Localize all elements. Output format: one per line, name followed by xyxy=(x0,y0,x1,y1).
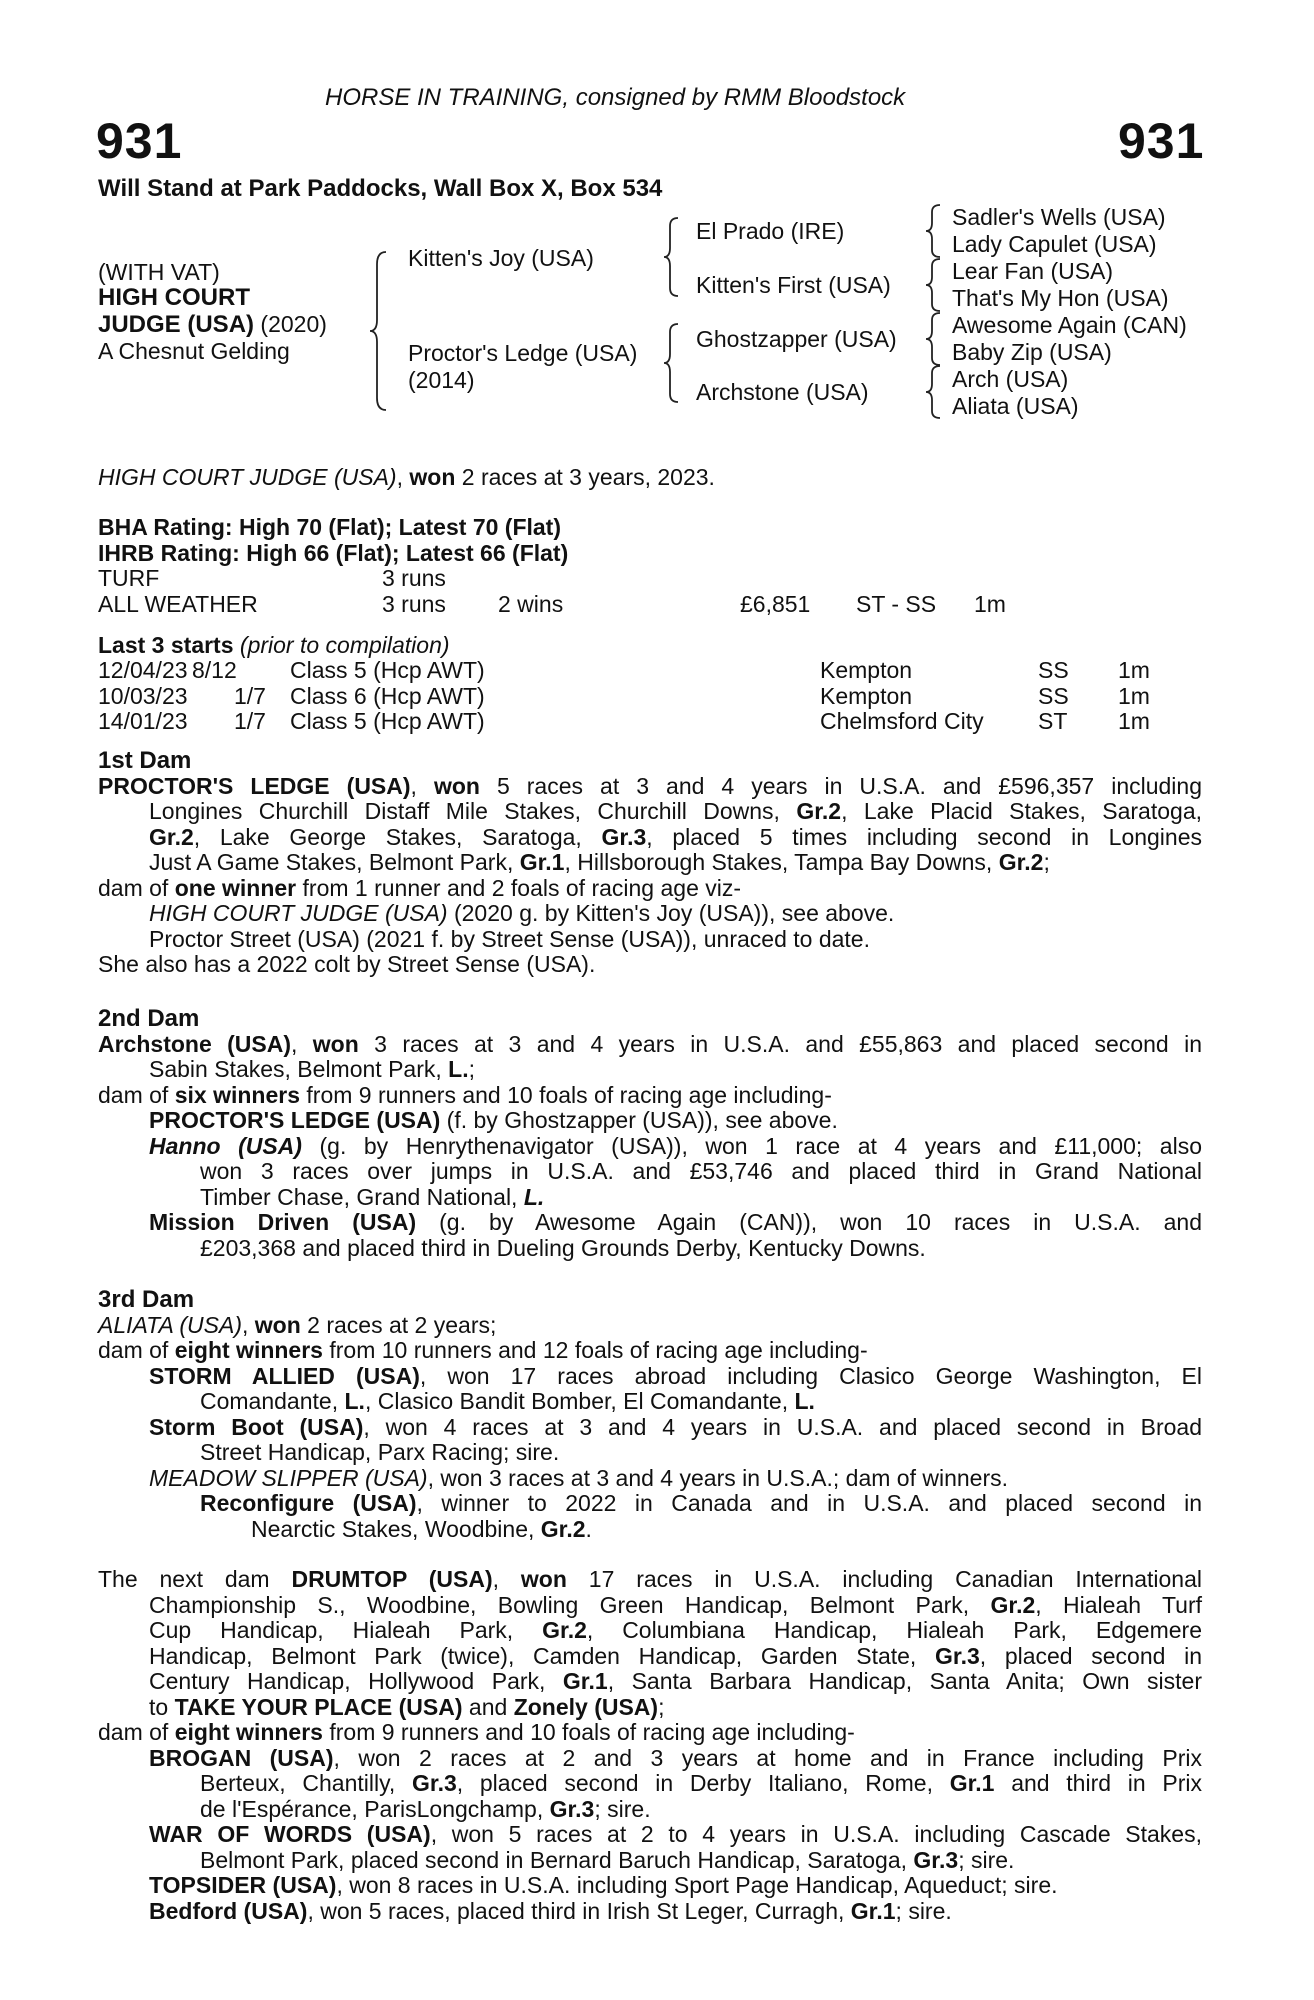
start-class: Class 5 (Hcp AWT) xyxy=(290,657,485,683)
pedigree-brace-g56 xyxy=(924,311,944,367)
summary-text: 2 races at 3 years, 2023. xyxy=(455,464,715,490)
start-class: Class 5 (Hcp AWT) xyxy=(290,708,485,734)
sibling-name: TAKE YOUR PLACE (USA) xyxy=(174,1693,463,1720)
start-distance: 1m xyxy=(1118,682,1150,709)
text-run: 3 races at 3 and 4 years in U.S.A. and £55,863 and placed second in xyxy=(358,1030,1203,1057)
text-line xyxy=(98,850,1202,876)
text-run: from 10 runners and 12 foals of racing age including- xyxy=(322,1337,868,1363)
record-going: ST - SS xyxy=(856,590,937,617)
summary-horse-name: HIGH COURT JUDGE (USA) xyxy=(98,464,397,490)
text-run: dam of xyxy=(98,1719,175,1745)
third-dam-heading: 3rd Dam xyxy=(98,1286,195,1313)
text-line xyxy=(98,1491,1202,1517)
grade-label: Gr.3 xyxy=(601,823,647,850)
listed-label: L. xyxy=(523,1183,545,1210)
text-line xyxy=(98,1669,1202,1695)
progeny-name: WAR OF WORDS (USA) xyxy=(149,1821,431,1847)
text-line xyxy=(98,1108,1202,1134)
text-line xyxy=(98,876,1202,902)
start-class: Class 6 (Hcp AWT) xyxy=(290,682,485,709)
pedigree-g7: Arch (USA) xyxy=(952,366,1069,392)
pedigree-brace-g34 xyxy=(924,257,944,313)
grade-label: Gr.1 xyxy=(519,849,565,875)
text-run: and xyxy=(462,1693,514,1720)
text-run: , winner to 2022 in Canada and in U.S.A. and placed second in xyxy=(416,1490,1202,1516)
text-run: , won 3 races at 3 and 4 years in U.S.A.; dam of winners. xyxy=(427,1464,1008,1491)
text-run: , won 2 races at 2 and 3 years at home and in France including Prix xyxy=(333,1744,1202,1771)
text-run: , Columbiana Handicap, Hialeah Park, Edgemere xyxy=(586,1617,1202,1643)
ihrb-rating: IHRB Rating: High 66 (Flat); Latest 66 (Flat) xyxy=(98,540,569,566)
start-position: 1/7 xyxy=(234,682,266,709)
text-run: , Santa Barbara Handicap, Santa Anita; Own sister xyxy=(607,1668,1203,1694)
text-line xyxy=(98,1567,1202,1593)
grade-label: Gr.3 xyxy=(935,1642,980,1669)
grade-label: Gr.2 xyxy=(796,798,842,824)
first-dam-heading: 1st Dam xyxy=(98,747,192,774)
pedigree-g8: Aliata (USA) xyxy=(952,393,1079,419)
pedigree-brace-main xyxy=(368,250,392,412)
progeny-name: TOPSIDER (USA) xyxy=(149,1872,337,1898)
pedigree-g3: Lear Fan (USA) xyxy=(952,258,1114,284)
text-line xyxy=(98,1338,1202,1364)
text-run: , xyxy=(291,1030,313,1057)
text-line: Proctor Street (USA) (2021 f. by Street Sense (USA)), unraced to date. xyxy=(149,925,870,952)
start-date: 12/04/23 xyxy=(98,657,188,683)
text-line xyxy=(98,1057,1202,1083)
text-run: ; sire. xyxy=(895,1897,952,1924)
text-run: from 9 runners and 10 foals of racing age including- xyxy=(322,1719,855,1745)
grade-label: Gr.1 xyxy=(850,1897,896,1924)
text-line xyxy=(98,1466,1202,1492)
text-line xyxy=(98,1364,1202,1390)
grade-label: Gr.2 xyxy=(149,823,194,850)
text-line xyxy=(98,1134,1202,1160)
pedigree-sire-sire: El Prado (IRE) xyxy=(696,218,845,244)
text-run: , Lake George Stakes, Saratoga, xyxy=(193,823,602,850)
third-dam-section xyxy=(98,1287,1202,1542)
pedigree-g5: Awesome Again (CAN) xyxy=(952,312,1187,338)
text-line xyxy=(98,1618,1202,1644)
listed-label: L. xyxy=(794,1388,815,1414)
text-run: , Hialeah Turf xyxy=(1035,1591,1202,1618)
text-line: She also has a 2022 colt by Street Sense (USA). xyxy=(98,951,596,977)
last-starts-heading xyxy=(98,633,450,659)
text-run: , placed 5 times including second in Longines xyxy=(646,823,1203,850)
pedigree-dam: Proctor's Ledge (USA) xyxy=(408,340,638,366)
last-starts-label: Last 3 starts xyxy=(98,632,234,658)
text-run: , placed second in Derby Italiano, Rome, xyxy=(456,1770,950,1796)
text-run: , xyxy=(242,1311,255,1338)
text-line xyxy=(98,1848,1202,1874)
text-run: de l'Espérance, ParisLongchamp, xyxy=(200,1795,550,1822)
next-dam-section xyxy=(98,1567,1202,1924)
text-line xyxy=(98,1873,1202,1899)
start-course: Kempton xyxy=(820,682,913,709)
winners-count: six winners xyxy=(174,1081,300,1108)
text-run: , won 17 races abroad including Clasico George Washington, El xyxy=(419,1362,1202,1389)
text-run: Nearctic Stakes, Woodbine, xyxy=(251,1515,541,1542)
catalogue-title: HORSE IN TRAINING, consigned by RMM Bloodstock xyxy=(325,84,906,111)
stabling-location: Will Stand at Park Paddocks, Wall Box X, Box 534 xyxy=(98,175,663,202)
first-dam-section xyxy=(98,748,1202,978)
text-run: , Lake Placid Stakes, Saratoga, xyxy=(841,798,1202,824)
text-run: ; xyxy=(658,1693,665,1720)
grade-label: Gr.1 xyxy=(949,1770,995,1796)
text-line xyxy=(98,1720,1202,1746)
second-dam-section xyxy=(98,1006,1202,1261)
start-distance: 1m xyxy=(1118,657,1150,683)
text-line xyxy=(98,1899,1202,1925)
won-label: won xyxy=(312,1030,359,1057)
record-runs: 3 runs xyxy=(382,590,446,617)
listed-label: L. xyxy=(448,1056,469,1082)
grade-label: Gr.3 xyxy=(549,1795,595,1822)
grade-label: Gr.2 xyxy=(542,1617,587,1643)
text-run: ; xyxy=(1043,849,1050,875)
second-dam-heading: 2nd Dam xyxy=(98,1005,200,1032)
text-run: ; sire. xyxy=(958,1846,1015,1873)
text-run: , placed second in xyxy=(979,1642,1203,1669)
progeny-name: Bedford (USA) xyxy=(149,1897,308,1924)
record-distance: 1m xyxy=(974,590,1006,617)
text-line xyxy=(98,1771,1202,1797)
horse-name-line1: HIGH COURT xyxy=(98,284,250,311)
pedigree-g4: That's My Hon (USA) xyxy=(952,285,1169,311)
start-going: ST xyxy=(1038,708,1068,734)
text-run: (g. by Awesome Again (CAN)), won 10 races in U.S.A. and xyxy=(416,1209,1202,1235)
pedigree-brace-sire xyxy=(662,216,682,298)
pedigree-sire-dam: Kitten's First (USA) xyxy=(696,272,891,298)
text-line xyxy=(98,1593,1202,1619)
text-run: dam of xyxy=(98,874,175,901)
text-line xyxy=(98,1210,1202,1236)
start-course: Chelmsford City xyxy=(820,708,984,734)
listed-label: L. xyxy=(344,1388,365,1414)
text-run: Sabin Stakes, Belmont Park, xyxy=(149,1056,449,1082)
text-line: £203,368 and placed third in Dueling Grounds Derby, Kentucky Downs. xyxy=(200,1234,926,1261)
pedigree-g6: Baby Zip (USA) xyxy=(952,339,1112,365)
grade-label: Gr.3 xyxy=(412,1770,457,1796)
grade-label: Gr.2 xyxy=(990,1591,1036,1618)
progeny-name: MEADOW SLIPPER (USA) xyxy=(149,1464,428,1491)
text-run: 17 races in U.S.A. including Canadian International xyxy=(566,1566,1202,1592)
dam-name: DRUMTOP (USA) xyxy=(291,1566,493,1592)
text-run: ; xyxy=(468,1056,475,1082)
won-label: won xyxy=(520,1566,567,1592)
grade-label: Gr.1 xyxy=(562,1668,608,1694)
start-position: 8/12 xyxy=(192,657,237,683)
text-line xyxy=(98,1389,1202,1415)
horse-year: (2020) xyxy=(260,311,327,337)
dam-name: PROCTOR'S LEDGE (USA) xyxy=(98,772,411,799)
lot-number-right: 931 xyxy=(1118,113,1205,169)
text-run: dam of xyxy=(98,1081,175,1108)
lot-number-left: 931 xyxy=(96,113,183,169)
text-line xyxy=(98,1797,1202,1823)
text-run: , won 8 races in U.S.A. including Sport Page Handicap, Aqueduct; sire. xyxy=(336,1872,1058,1898)
progeny-name: Storm Boot (USA) xyxy=(149,1413,364,1440)
text-run: to xyxy=(149,1693,175,1720)
start-going: SS xyxy=(1038,682,1069,709)
progeny-name: BROGAN (USA) xyxy=(149,1744,334,1771)
text-run: Belmont Park, placed second in Bernard Baruch Handicap, Saratoga, xyxy=(200,1846,914,1873)
text-line xyxy=(98,1644,1202,1670)
horse-name-line2: JUDGE (USA) xyxy=(98,311,255,338)
record-wins: 2 wins xyxy=(498,590,564,617)
progeny-name: STORM ALLIED (USA) xyxy=(149,1362,420,1389)
horse-description: A Chesnut Gelding xyxy=(98,338,290,364)
progeny-name: Reconfigure (USA) xyxy=(200,1490,417,1516)
start-going: SS xyxy=(1038,657,1069,683)
text-line xyxy=(98,1746,1202,1772)
text-run: (2020 g. by Kitten's Joy (USA)), see above. xyxy=(447,900,895,926)
horse-name-line2-wrap xyxy=(98,312,327,338)
dam-name: Archstone (USA) xyxy=(98,1030,292,1057)
bha-rating: BHA Rating: High 70 (Flat); Latest 70 (Flat) xyxy=(98,514,561,540)
winners-count: one winner xyxy=(174,874,297,901)
pedigree-brace-g12 xyxy=(924,203,944,259)
text-run: from 9 runners and 10 foals of racing age including- xyxy=(300,1081,832,1108)
text-line xyxy=(98,1185,1202,1211)
text-run: , won 5 races, placed third in Irish St Leger, Curragh, xyxy=(307,1897,851,1924)
text-line: Street Handicap, Parx Racing; sire. xyxy=(200,1439,560,1465)
text-run: Century Handicap, Hollywood Park, xyxy=(149,1668,563,1694)
text-run: Cup Handicap, Hialeah Park, xyxy=(149,1617,543,1643)
grade-label: Gr.2 xyxy=(998,849,1044,875)
record-runs: 3 runs xyxy=(382,565,446,591)
text-line xyxy=(98,799,1202,825)
record-prize: £6,851 xyxy=(740,590,811,617)
text-run: (g. by Henrythenavigator (USA)), won 1 race at 4 years and £11,000; also xyxy=(301,1132,1202,1159)
start-date: 10/03/23 xyxy=(98,682,188,709)
text-line xyxy=(98,1822,1202,1848)
progeny-name: PROCTOR'S LEDGE (USA) xyxy=(149,1107,441,1133)
start-date: 14/01/23 xyxy=(98,708,188,734)
text-run: Berteux, Chantilly, xyxy=(200,1770,412,1796)
text-line: PROCTOR'S LEDGE (USA), won 5 races at 3 and 4 years in U.S.A. and £596,357 including xyxy=(98,772,1202,799)
record-surface: ALL WEATHER xyxy=(98,590,258,617)
pedigree-dam-dam: Archstone (USA) xyxy=(696,379,869,405)
text-run: , xyxy=(492,1566,521,1592)
pedigree-dam-year: (2014) xyxy=(408,367,475,393)
text-run: 2 races at 2 years; xyxy=(300,1311,497,1338)
text-run: , Clasico Bandit Bomber, El Comandante, xyxy=(364,1388,795,1414)
pedigree-sire: Kitten's Joy (USA) xyxy=(408,245,594,271)
text-run: (f. by Ghostzapper (USA)), see above. xyxy=(440,1107,838,1133)
text-run: Timber Chase, Grand National, xyxy=(200,1183,524,1210)
progeny-name: HIGH COURT JUDGE (USA) xyxy=(149,900,448,926)
sibling-name: Zonely (USA) xyxy=(513,1693,659,1720)
text-run: 5 races at 3 and 4 years in U.S.A. and £596,357 including xyxy=(479,772,1202,799)
text-run: . xyxy=(585,1515,592,1542)
text-run: Championship S., Woodbine, Bowling Green Handicap, Belmont Park, xyxy=(149,1591,991,1618)
text-line xyxy=(98,1517,1202,1543)
winners-count: eight winners xyxy=(174,1719,323,1745)
pedigree-dam-sire: Ghostzapper (USA) xyxy=(696,326,897,352)
vat-note: (WITH VAT) xyxy=(98,259,220,285)
grade-label: Gr.3 xyxy=(913,1846,959,1873)
text-run: Comandante, xyxy=(200,1388,345,1414)
text-run: dam of xyxy=(98,1337,175,1363)
record-surface: TURF xyxy=(98,565,160,591)
pedigree-g2: Lady Capulet (USA) xyxy=(952,231,1157,257)
text-line xyxy=(98,825,1202,851)
summary-won: won xyxy=(409,464,456,490)
text-run: from 1 runner and 2 foals of racing age viz- xyxy=(296,874,742,901)
won-label: won xyxy=(433,772,480,799)
text-line xyxy=(98,1313,1202,1339)
progeny-name: Mission Driven (USA) xyxy=(149,1209,417,1235)
last-starts-note: (prior to compilation) xyxy=(233,632,450,658)
pedigree-g1: Sadler's Wells (USA) xyxy=(952,204,1166,230)
text-line xyxy=(98,1032,1202,1058)
text-run: The next dam xyxy=(98,1566,292,1592)
text-line xyxy=(98,1083,1202,1109)
winners-count: eight winners xyxy=(174,1337,323,1363)
text-line xyxy=(98,1415,1202,1441)
text-run: , won 5 races at 2 to 4 years in U.S.A. including Cascade Stakes, xyxy=(430,1821,1202,1847)
text-run: Just A Game Stakes, Belmont Park, xyxy=(149,849,520,875)
won-label: won xyxy=(254,1311,301,1338)
race-summary: HIGH COURT JUDGE (USA), won 2 races at 3 years, 2023. xyxy=(98,464,715,490)
grade-label: Gr.2 xyxy=(540,1515,586,1542)
text-run: and third in Prix xyxy=(994,1770,1202,1796)
start-distance: 1m xyxy=(1118,708,1150,734)
pedigree-brace-g78 xyxy=(924,364,944,420)
start-course: Kempton xyxy=(820,657,913,683)
text-run: ; sire. xyxy=(594,1795,651,1822)
dam-name: ALIATA (USA) xyxy=(98,1311,242,1338)
pedigree-brace-dam xyxy=(662,322,682,404)
text-run: Longines Churchill Distaff Mile Stakes, Churchill Downs, xyxy=(149,798,797,824)
progeny-name: Hanno (USA) xyxy=(149,1132,302,1159)
text-run: , Hillsborough Stakes, Tampa Bay Downs, xyxy=(564,849,999,875)
start-position: 1/7 xyxy=(234,708,266,734)
text-line xyxy=(98,1695,1202,1721)
text-line xyxy=(98,901,1202,927)
text-run: , won 4 races at 3 and 4 years in U.S.A. and placed second in Broad xyxy=(363,1413,1202,1440)
text-run: Handicap, Belmont Park (twice), Camden Handicap, Garden State, xyxy=(149,1642,935,1669)
text-line: won 3 races over jumps in U.S.A. and £53,746 and placed third in Grand National xyxy=(200,1158,1202,1184)
